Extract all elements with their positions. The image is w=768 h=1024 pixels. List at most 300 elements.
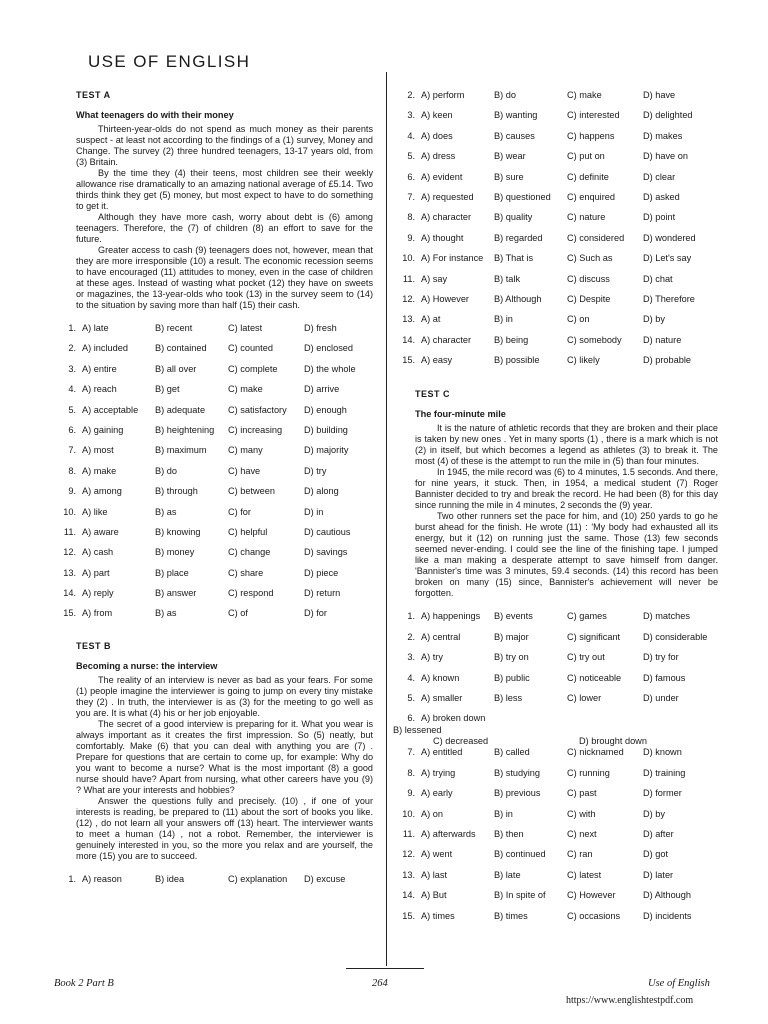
option-b: B) maximum — [155, 445, 207, 456]
option-a: A) character — [421, 212, 472, 223]
option-c: C) for — [228, 506, 251, 517]
option-c: C) helpful — [228, 526, 268, 537]
option-b: B) contained — [155, 343, 207, 354]
question-number: 15. — [63, 608, 76, 619]
option-c: C) decreased — [433, 736, 489, 747]
option-b: B) Although — [494, 293, 542, 304]
option-b: B) try on — [494, 652, 529, 663]
question-row — [393, 110, 718, 130]
question-row — [54, 323, 373, 343]
question-row — [54, 425, 373, 445]
option-a: A) entitled — [421, 747, 463, 758]
option-d: D) enough — [304, 404, 347, 415]
question-row — [54, 547, 373, 567]
question-row — [393, 673, 718, 693]
option-d: D) have — [643, 90, 676, 100]
question-number: 7. — [407, 191, 415, 202]
question-number: 15. — [402, 910, 415, 921]
test-a-title: What teenagers do with their money — [76, 110, 234, 120]
question-row — [54, 405, 373, 425]
option-b: B) regarded — [494, 232, 543, 243]
option-c: C) on — [567, 314, 590, 325]
question-number: 11. — [402, 828, 415, 839]
option-b: B) causes — [494, 130, 535, 141]
option-d: D) return — [304, 588, 341, 599]
option-d: D) try — [304, 465, 327, 476]
option-b: B) place — [155, 567, 189, 578]
option-d: D) considerable — [643, 631, 708, 642]
option-d: D) training — [643, 767, 686, 778]
option-c: C) make — [228, 384, 263, 395]
option-c: C) Such as — [567, 253, 613, 264]
option-b: B) in — [494, 808, 513, 819]
option-c: C) next — [567, 828, 597, 839]
question-row — [54, 874, 373, 894]
question-row — [393, 713, 718, 747]
option-c: C) of — [228, 608, 248, 619]
option-d: D) in — [304, 506, 324, 517]
option-d: D) by — [643, 314, 665, 325]
question-number: 7. — [68, 445, 76, 456]
option-b: B) continued — [494, 849, 546, 860]
option-d: D) piece — [304, 567, 339, 578]
option-d: D) famous — [643, 672, 686, 683]
question-row — [393, 652, 718, 672]
option-a: A) evident — [421, 171, 463, 182]
test-c-options — [393, 611, 718, 930]
option-b: B) times — [494, 910, 528, 921]
question-row — [393, 192, 718, 212]
page-title: USE OF ENGLISH — [88, 52, 251, 71]
question-number: 4. — [407, 130, 415, 141]
option-a: A) most — [82, 445, 114, 456]
option-d: D) wondered — [643, 232, 696, 243]
option-a: A) went — [421, 849, 453, 860]
option-b: B) recent — [155, 323, 193, 333]
option-a: A) thought — [421, 232, 464, 243]
option-d: D) majority — [304, 445, 349, 456]
option-c: C) ran — [567, 849, 593, 860]
question-row — [393, 890, 718, 910]
question-row — [393, 172, 718, 192]
option-d: D) arrive — [304, 384, 340, 395]
option-d: D) by — [643, 808, 665, 819]
option-a: A) reason — [82, 873, 122, 884]
option-d: D) nature — [643, 334, 682, 345]
passage-paragraph: The secret of a good interview is preparing for it. What you wear is always important as it creates the first impression. So (5) neatly, but comfortably. Make (6) that you can deal with anything you are (7) . Prepare for questions that are certain to come up, for example: Why do you want to become a nurse? What is the most important (8) a good nurse should have? Apart from nursing, what other careers have you (9) ? What are your interests and hobbies? — [76, 718, 373, 795]
option-b: B) do — [494, 90, 516, 100]
question-number: 5. — [407, 151, 415, 162]
passage-paragraph: In 1945, the mile record was (6) to 4 minutes, 1.5 seconds. And there, for nine years, it stuck. Then, in 1954, a medical student (7) Roger Bannister decided to try and break the record. He had been (8) for this day since running the mile in 4 minutes, 2 seconds the (9) year. — [415, 467, 718, 511]
question-row — [393, 870, 718, 890]
option-a: A) easy — [421, 355, 453, 366]
option-a: A) reach — [82, 384, 117, 395]
option-c: C) happens — [567, 130, 615, 141]
footer-rule — [346, 968, 424, 969]
question-row — [393, 611, 718, 631]
question-number: 1. — [68, 873, 76, 884]
option-b: B) quality — [494, 212, 533, 223]
option-a: A) early — [421, 788, 453, 799]
option-b: B) through — [155, 486, 198, 497]
question-number: 12. — [402, 849, 415, 860]
option-a: A) among — [82, 486, 122, 497]
option-b: B) talk — [494, 273, 521, 284]
question-row — [393, 274, 718, 294]
question-number: 9. — [407, 232, 415, 243]
option-a: A) happenings — [421, 611, 481, 622]
test-b-label: TEST B — [76, 640, 112, 651]
option-a: A) afterwards — [421, 828, 476, 839]
test-a-options — [54, 323, 373, 629]
option-b: B) late — [494, 869, 521, 880]
question-number: 15. — [402, 355, 415, 366]
question-number: 10. — [63, 506, 76, 517]
question-number: 3. — [68, 363, 76, 374]
option-d: D) Although — [643, 890, 692, 901]
option-a: A) But — [421, 890, 447, 901]
question-number: 6. — [407, 171, 415, 182]
question-row — [54, 384, 373, 404]
question-row — [393, 747, 718, 767]
option-b: B) In spite of — [494, 890, 546, 901]
passage-paragraph: Two other runners set the pace for him, and (10) 250 yards to go he burst ahead for the finish. He wrote (11) : 'My body had exhausted all its energy, but it (12) on running just the same. Those (13) few seconds seemed never-ending. I could see the line of the finishing tape. I jumped like a man making a desperate attempt to save himself from danger. 'Bannister's time was 3 minutes, 59.4 seconds. (14) this record has been broken on many (15) since, Bannister's achievement will never be forgotten. — [415, 511, 718, 599]
question-row — [393, 131, 718, 151]
option-a: A) perform — [421, 90, 465, 100]
option-c: C) between — [228, 486, 275, 497]
question-number: 14. — [402, 334, 415, 345]
option-b: B) as — [155, 608, 177, 619]
question-row — [54, 445, 373, 465]
option-d: D) building — [304, 424, 348, 435]
option-c: C) Despite — [567, 293, 611, 304]
question-number: 5. — [68, 404, 76, 415]
question-row — [54, 608, 373, 628]
question-number: 6. — [68, 424, 76, 435]
question-row — [393, 253, 718, 273]
option-b: B) questioned — [494, 191, 551, 202]
footer-url: https://www.englishtestpdf.com — [566, 995, 694, 1006]
option-c: C) change — [228, 547, 271, 558]
question-number: 8. — [407, 767, 415, 778]
option-a: A) late — [82, 323, 109, 333]
option-b: B) wear — [494, 151, 526, 162]
option-a: A) broken down — [421, 713, 486, 724]
option-d: D) under — [643, 693, 679, 704]
question-number: 2. — [407, 90, 415, 100]
option-d: D) delighted — [643, 110, 693, 121]
option-d: D) along — [304, 486, 339, 497]
option-d: D) savings — [304, 547, 348, 558]
test-b-title: Becoming a nurse: the interview — [76, 660, 218, 671]
question-row — [393, 911, 718, 931]
option-c: C) many — [228, 445, 263, 456]
question-row — [393, 809, 718, 829]
option-b: B) wanting — [494, 110, 538, 121]
question-row — [54, 343, 373, 363]
option-c: C) respond — [228, 588, 274, 599]
option-d: D) Therefore — [643, 293, 695, 304]
option-c: C) enquired — [567, 191, 616, 202]
option-d: D) makes — [643, 130, 683, 141]
option-c: C) satisfactory — [228, 404, 287, 415]
question-row — [393, 335, 718, 355]
option-a: A) does — [421, 130, 453, 141]
option-b: B) previous — [494, 788, 541, 799]
test-b-options-start — [54, 874, 373, 894]
question-number: 4. — [68, 384, 76, 395]
option-a: A) cash — [82, 547, 114, 558]
option-c: C) complete — [228, 363, 278, 374]
option-c: C) increasing — [228, 424, 283, 435]
question-number: 2. — [68, 343, 76, 354]
option-d: D) asked — [643, 191, 680, 202]
option-d: D) clear — [643, 171, 676, 182]
option-c: C) However — [567, 890, 616, 901]
option-c: C) share — [228, 567, 264, 578]
option-c: C) running — [567, 767, 610, 778]
option-c: C) past — [567, 788, 597, 799]
question-number: 1. — [68, 323, 76, 333]
option-d: D) cautious — [304, 526, 351, 537]
question-number: 14. — [63, 588, 76, 599]
option-b: B) in — [494, 314, 513, 325]
test-c-title: The four-minute mile — [415, 409, 506, 420]
option-b: B) as — [155, 506, 177, 517]
passage-paragraph: The reality of an interview is never as bad as your fears. For some (1) people imagine the interviewer is going to jump on every tiny mistake they (2) . In truth, the interviewer is as (3) for the meeting to go well as you are. It is what (4) his or her job enjoyable. — [76, 674, 373, 718]
option-c: C) latest — [567, 869, 602, 880]
question-row — [54, 527, 373, 547]
option-b: B) then — [494, 828, 524, 839]
option-b: B) get — [155, 384, 180, 395]
option-a: A) from — [82, 608, 113, 619]
option-c: C) have — [228, 465, 261, 476]
question-row — [54, 486, 373, 506]
column-divider — [386, 72, 387, 966]
option-a: A) aware — [82, 526, 119, 537]
option-b: B) public — [494, 672, 530, 683]
option-c: C) make — [567, 90, 602, 100]
question-number: 11. — [63, 526, 76, 537]
test-b-options-continued — [393, 90, 718, 375]
option-c: C) games — [567, 611, 607, 622]
option-a: A) say — [421, 273, 448, 284]
option-a: A) smaller — [421, 693, 463, 704]
question-row — [393, 355, 718, 375]
option-c: C) try out — [567, 652, 605, 663]
question-row — [393, 151, 718, 171]
question-number: 7. — [407, 747, 415, 758]
option-a: A) make — [82, 465, 117, 476]
option-c: C) somebody — [567, 334, 622, 345]
option-d: D) incidents — [643, 910, 692, 921]
option-d: D) chat — [643, 273, 673, 284]
option-c: C) with — [567, 808, 596, 819]
option-d: D) for — [304, 608, 327, 619]
question-row — [393, 829, 718, 849]
option-a: A) known — [421, 672, 460, 683]
option-c: C) discuss — [567, 273, 610, 284]
question-row — [393, 632, 718, 652]
option-a: A) included — [82, 343, 128, 354]
option-b: B) events — [494, 611, 533, 622]
question-number: 6. — [407, 713, 415, 724]
option-b: B) adequate — [155, 404, 206, 415]
test-a-label: TEST A — [76, 90, 111, 100]
option-a: A) part — [82, 567, 110, 578]
question-row — [393, 294, 718, 314]
question-number: 13. — [402, 869, 415, 880]
question-number: 1. — [407, 611, 415, 622]
option-d: D) known — [643, 747, 682, 758]
test-b-passage — [76, 675, 373, 862]
option-c: C) explanation — [228, 873, 288, 884]
question-row — [393, 849, 718, 869]
option-c: C) counted — [228, 343, 273, 354]
option-b: B) do — [155, 465, 177, 476]
option-a: A) However — [421, 293, 469, 304]
option-c: C) considered — [567, 232, 625, 243]
passage-paragraph: It is the nature of athletic records that they are broken and their place is taken by new ones . Yet in many sports (1) , there is a mark which is not (2) in itself, but which becomes a legend as athletes (3) to break it. The most (4) of these is the attempt to run the mile in (5) than four minutes. — [415, 423, 718, 467]
option-b: B) major — [494, 631, 529, 642]
passage-paragraph: Thirteen-year-olds do not spend as much money as their parents suspect - at least not according to the findings of a (1) survey, Money and Change. The survey (2) three hundred teenagers, 13-17 years old, from (3) Britain. — [76, 124, 373, 167]
option-c: C) likely — [567, 355, 600, 366]
option-b: B) answer — [155, 588, 197, 599]
option-d: D) got — [643, 849, 669, 860]
question-row — [393, 768, 718, 788]
option-c: C) lower — [567, 693, 602, 704]
test-a-passage — [76, 124, 373, 311]
right-column — [393, 90, 718, 931]
question-row — [393, 788, 718, 808]
option-a: A) at — [421, 314, 441, 325]
question-number: 4. — [407, 672, 415, 683]
option-a: A) central — [421, 631, 461, 642]
option-a: A) on — [421, 808, 443, 819]
question-number: 8. — [407, 212, 415, 223]
passage-paragraph: By the time they (4) their teens, most children see their weekly allowance rise dramatically to an amazing national average of £5.14. Two thirds think they get (5) money, but most expect to have to do something to get it. — [76, 168, 373, 211]
question-row — [54, 364, 373, 384]
option-d: D) later — [643, 869, 674, 880]
option-a: A) dress — [421, 151, 456, 162]
option-c: C) noticeable — [567, 672, 622, 683]
option-b: B) possible — [494, 355, 540, 366]
option-a: A) trying — [421, 767, 456, 778]
footer-page-number: 264 — [372, 978, 388, 989]
question-row — [393, 212, 718, 232]
option-a: A) try — [421, 652, 443, 663]
option-d: D) try for — [643, 652, 679, 663]
footer-section: Use of English — [648, 978, 710, 989]
option-a: A) reply — [82, 588, 114, 599]
question-number: 12. — [63, 547, 76, 558]
option-d: D) have on — [643, 151, 688, 162]
passage-paragraph: Answer the questions fully and precisely. (10) , if one of your interests is reading, be prepared to (11) about the sort of books you like. (12) , do not learn all your answers off (13) heart. The interviewer wants to meet a human (14) , not a robot. Remember, the interviewer is genuinely interested in you, so the more you relax and are yourself, the more (15) you are to succeed. — [76, 795, 373, 861]
option-d: D) the whole — [304, 363, 356, 374]
question-number: 3. — [407, 652, 415, 663]
option-a: A) character — [421, 334, 472, 345]
question-number: 10. — [402, 253, 415, 264]
option-a: A) For instance — [421, 253, 484, 264]
option-b: B) knowing — [155, 526, 201, 537]
question-row — [54, 466, 373, 486]
question-number: 2. — [407, 631, 415, 642]
option-b: B) sure — [494, 171, 524, 182]
option-d: D) probable — [643, 355, 692, 366]
option-a: A) acceptable — [82, 404, 139, 415]
option-b: B) idea — [155, 873, 185, 884]
question-row — [393, 233, 718, 253]
question-number: 5. — [407, 693, 415, 704]
footer-book: Book 2 Part B — [54, 978, 114, 989]
question-number: 13. — [63, 567, 76, 578]
question-number: 11. — [402, 273, 415, 284]
left-column — [54, 90, 373, 894]
option-b: B) heightening — [155, 424, 215, 435]
option-c: C) significant — [567, 631, 621, 642]
option-c: C) latest — [228, 323, 263, 333]
option-c: C) definite — [567, 171, 609, 182]
question-row — [393, 693, 718, 713]
option-a: A) gaining — [82, 424, 124, 435]
option-b: B) money — [155, 547, 195, 558]
option-b: B) being — [494, 334, 529, 345]
option-a: A) requested — [421, 191, 474, 202]
option-d: D) brought down — [579, 736, 647, 747]
option-d: D) fresh — [304, 323, 337, 333]
option-b: B) all over — [155, 363, 197, 374]
option-d: D) Let's say — [643, 253, 692, 264]
option-d: D) matches — [643, 611, 690, 622]
option-a: A) like — [82, 506, 108, 517]
option-a: A) last — [421, 869, 448, 880]
question-number: 14. — [402, 890, 415, 901]
option-d: D) former — [643, 788, 682, 799]
option-b: B) studying — [494, 767, 540, 778]
question-number: 8. — [68, 465, 76, 476]
option-c: C) nature — [567, 212, 606, 223]
passage-paragraph: Although they have more cash, worry about debt is (6) among teenagers. Therefore, the (7) of children (8) an effort to save for the future. — [76, 212, 373, 244]
option-d: B) lessened — [393, 724, 442, 735]
question-number: 9. — [407, 788, 415, 799]
option-a: A) times — [421, 910, 455, 921]
question-row — [54, 588, 373, 608]
option-d: D) excuse — [304, 873, 346, 884]
question-row-continuation — [393, 736, 718, 746]
option-b: B) That is — [494, 253, 534, 264]
option-a: A) entire — [82, 363, 117, 374]
option-c: C) nicknamed — [567, 747, 624, 758]
option-a: A) keen — [421, 110, 453, 121]
test-c-label: TEST C — [415, 389, 451, 400]
question-number: 3. — [407, 110, 415, 121]
option-d: D) enclosed — [304, 343, 354, 354]
question-number: 10. — [402, 808, 415, 819]
question-number: 13. — [402, 314, 415, 325]
question-row — [393, 314, 718, 334]
option-b: B) called — [494, 747, 530, 758]
option-d: D) point — [643, 212, 676, 223]
option-c: C) occasions — [567, 910, 621, 921]
passage-paragraph: Greater access to cash (9) teenagers does not, however, mean that they are more irresponsible (10) a result. The economic recession seems to have encouraged (11) attitudes to money, even in the case of children at these ages. Instead of wasting what pocket (12) they have on sweets or magazines, the 13-year-olds who took (13) in the survey seem to (14) to the situation by saving more than half (15) their cash. — [76, 245, 373, 310]
option-b: B) less — [494, 693, 523, 704]
question-row — [393, 90, 718, 110]
question-row — [54, 568, 373, 588]
question-number: 9. — [68, 486, 76, 497]
test-c-passage — [415, 423, 718, 599]
option-d: D) after — [643, 828, 674, 839]
question-number: 12. — [402, 293, 415, 304]
